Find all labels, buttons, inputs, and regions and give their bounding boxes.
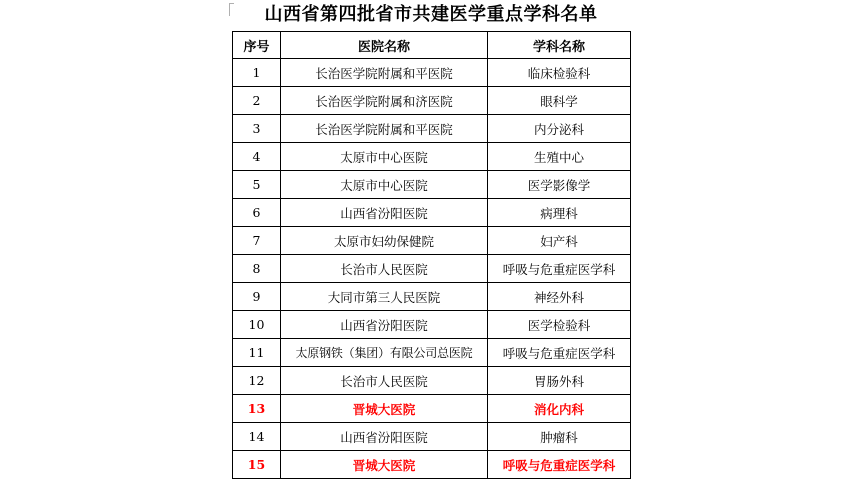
discipline-name: 呼吸与危重症医学科 (488, 451, 631, 479)
table-body (233, 59, 631, 479)
hospital-name: 太原市中心医院 (281, 143, 488, 171)
table-row (233, 115, 631, 143)
hospital-name: 太原市中心医院 (281, 171, 488, 199)
discipline-name: 神经外科 (488, 283, 631, 311)
hospital-name: 大同市第三人民医院 (281, 283, 488, 311)
discipline-name: 医学影像学 (488, 171, 631, 199)
hospital-name: 山西省汾阳医院 (281, 423, 488, 451)
discipline-name: 医学检验科 (488, 311, 631, 339)
hospital-name: 长治医学院附属和平医院 (281, 59, 488, 87)
row-index: 3 (233, 115, 281, 143)
row-index: 13 (233, 395, 281, 423)
hospital-name: 长治市人民医院 (281, 255, 488, 283)
row-index: 14 (233, 423, 281, 451)
header-hospital: 医院名称 (281, 32, 488, 59)
hospital-name: 山西省汾阳医院 (281, 199, 488, 227)
row-index: 6 (233, 199, 281, 227)
table-row (233, 423, 631, 451)
discipline-name: 内分泌科 (488, 115, 631, 143)
discipline-name: 病理科 (488, 199, 631, 227)
discipline-name: 眼科学 (488, 87, 631, 115)
table-row (233, 451, 631, 479)
discipline-name: 胃肠外科 (488, 367, 631, 395)
document-title: 山西省第四批省市共建医学重点学科名单 (264, 4, 598, 25)
table-row (233, 143, 631, 171)
table-header-row (233, 32, 631, 59)
row-index: 15 (233, 451, 281, 479)
table-row (233, 59, 631, 87)
hospital-name: 太原钢铁（集团）有限公司总医院 (281, 339, 488, 367)
row-index: 12 (233, 367, 281, 395)
row-index: 5 (233, 171, 281, 199)
discipline-table (232, 31, 631, 479)
header-discipline: 学科名称 (488, 32, 631, 59)
row-index: 7 (233, 227, 281, 255)
table-row (233, 311, 631, 339)
table-row (233, 395, 631, 423)
discipline-name: 临床检验科 (488, 59, 631, 87)
row-index: 4 (233, 143, 281, 171)
table-row (233, 199, 631, 227)
discipline-name: 消化内科 (488, 395, 631, 423)
hospital-name: 长治医学院附属和平医院 (281, 115, 488, 143)
hospital-name: 晋城大医院 (281, 451, 488, 479)
header-index: 序号 (233, 32, 281, 59)
discipline-name: 呼吸与危重症医学科 (488, 255, 631, 283)
discipline-name: 呼吸与危重症医学科 (488, 339, 631, 367)
table-row (233, 367, 631, 395)
row-index: 1 (233, 59, 281, 87)
row-index: 10 (233, 311, 281, 339)
hospital-name: 晋城大医院 (281, 395, 488, 423)
row-index: 11 (233, 339, 281, 367)
hospital-name: 山西省汾阳医院 (281, 311, 488, 339)
table-row (233, 339, 631, 367)
table-row (233, 283, 631, 311)
row-index: 9 (233, 283, 281, 311)
table-row (233, 227, 631, 255)
row-index: 2 (233, 87, 281, 115)
discipline-name: 生殖中心 (488, 143, 631, 171)
hospital-name: 长治市人民医院 (281, 367, 488, 395)
discipline-name: 妇产科 (488, 227, 631, 255)
discipline-name: 肿瘤科 (488, 423, 631, 451)
row-index: 8 (233, 255, 281, 283)
hospital-name: 长治医学院附属和济医院 (281, 87, 488, 115)
table-row (233, 171, 631, 199)
table-row (233, 87, 631, 115)
hospital-name: 太原市妇幼保健院 (281, 227, 488, 255)
table-row (233, 255, 631, 283)
